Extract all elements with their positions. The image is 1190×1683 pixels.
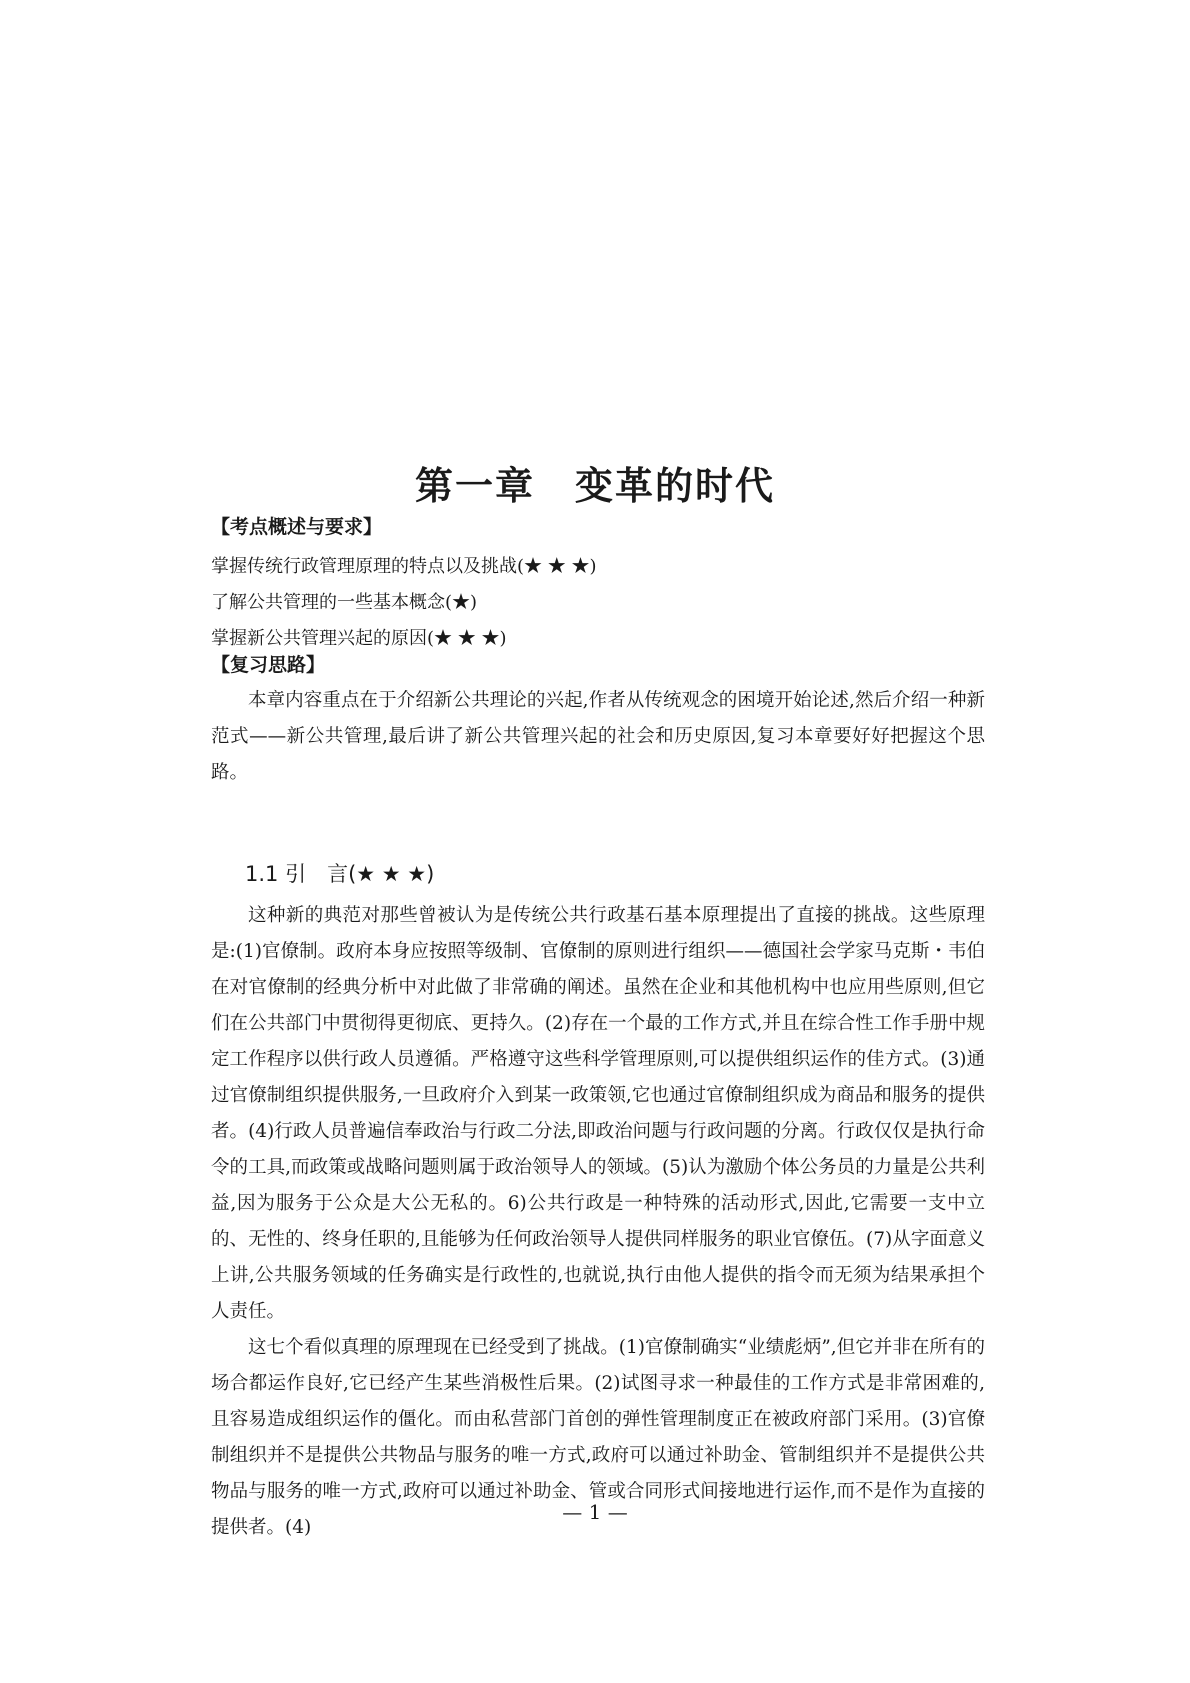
overview-label: 【考点概述与要求】 (211, 516, 383, 538)
chapter-title: 第一章 变革的时代 (414, 463, 775, 509)
list-item: 掌握传统行政管理原理的特点以及挑战(★ ★ ★) (211, 556, 597, 577)
review-section (211, 650, 985, 791)
review-paragraph: 本章内容重点在于介绍新公共理论的兴起,作者从传统观念的困境开始论述,然后介绍一种新范式——新公共管理,最后讲了新公共管理兴起的社会和历史原因,复习本章要好好把握这个思路。 (211, 690, 985, 783)
review-label: 【复习思路】 (211, 654, 326, 676)
body-paragraph: 这七个看似真理的原理现在已经受到了挑战。(1)官僚制确实“业绩彪炳”,但它并非在所有的场合都运作良好,它已经产生某些消极性后果。(2)试图寻求一种最佳的工作方式是非常困难的,且容易造成组织运作的僵化。而由私营部门首创的弹性管理制度正在被政府部门采用。(3)官僚制组织并不是提供公共物品与服务的唯一方式,政府可以通过补助金、管制组织并不是提供公共物品与服务的唯一方式,政府可以通过补助金、管或合同形式间接地进行运作,而不是作为直接的提供者。(4) (211, 1337, 985, 1538)
section-heading: 1.1 引 言(★ ★ ★) (245, 862, 435, 886)
section-body (211, 898, 985, 1546)
page-number: — 1 — (562, 1500, 628, 1524)
list-item: 了解公共管理的一些基本概念(★) (211, 592, 478, 613)
list-item: 掌握新公共管理兴起的原因(★ ★ ★) (211, 628, 507, 649)
objectives-list (211, 549, 985, 657)
body-paragraph: 这种新的典范对那些曾被认为是传统公共行政基石基本原理提出了直接的挑战。这些原理是:(1)官僚制。政府本身应按照等级制、官僚制的原则进行组织——德国社会学家马克斯・韦伯在对官僚制的经典分析中对此做了非常确的阐述。虽然在企业和其他机构中也应用些原则,但它们在公共部门中贯彻得更彻底、更持久。(2)存在一个最的工作方式,并且在综合性工作手册中规定工作程序以供行政人员遵循。严格遵守这些科学管理原则,可以提供组织运作的佳方式。(3)通过官僚制组织提供服务,一旦政府介入到某一政策领,它也通过官僚制组织成为商品和服务的提供者。(4)行政人员普遍信奉政治与行政二分法,即政治问题与行政问题的分离。行政仅仅是执行命令的工具,而政策或战略问题则属于政治领导人的领域。(5)认为激励个体公务员的力量是公共利益,因为服务于公众是大公无私的。6)公共行政是一种特殊的活动形式,因此,它需要一支中立的、无性的、终身任职的,且能够为任何政治领导人提供同样服务的职业官僚伍。(7)从字面意义上讲,公共服务领域的任务确实是行政性的,也就说,执行由他人提供的指令而无须为结果承担个人责任。 (211, 905, 985, 1322)
overview-section (211, 512, 985, 657)
